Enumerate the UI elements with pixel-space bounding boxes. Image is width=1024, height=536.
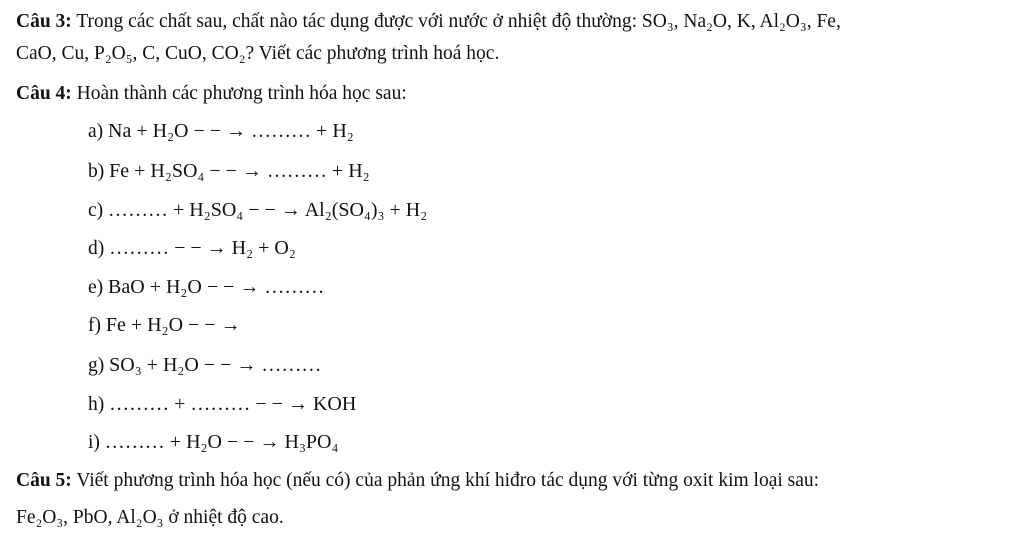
item-label: e) — [88, 277, 104, 298]
question-4-header — [16, 84, 407, 104]
item-label: f) — [88, 315, 101, 336]
question-4-label: Câu 4: — [16, 83, 72, 104]
equation-text: Na + H₂O − − → ……… + H₂ — [108, 120, 354, 142]
item-label: a) — [88, 121, 104, 142]
question-5-text-1: Viết phương trình hóa học (nếu có) của phản ứng khí hiđro tác dụng với từng oxit kim loại sau: — [76, 470, 820, 491]
question-3-label: Câu 3: — [16, 11, 72, 32]
equation-c — [88, 200, 427, 221]
item-label: i) — [88, 432, 100, 453]
equation-f — [88, 315, 241, 336]
equation-text: ……… + ……… − − → KOH — [109, 393, 357, 415]
question-3-line-2 — [16, 44, 499, 64]
equation-d — [88, 238, 296, 259]
equation-a — [88, 121, 354, 142]
equation-e — [88, 277, 324, 298]
equation-text: SO₃ + H₂O − − → ……… — [109, 354, 322, 376]
equation-g — [88, 355, 321, 376]
equation-text: ……… + H₂SO₄ − − → Al₂(SO₄)₃ + H₂ — [108, 199, 428, 221]
equation-i — [88, 432, 338, 453]
item-label: h) — [88, 394, 105, 415]
question-4-text: Hoàn thành các phương trình hóa học sau: — [76, 83, 407, 104]
equation-text: Fe + H₂O − − → — [105, 314, 241, 336]
equation-text: ……… + H₂O − − → H₃PO₄ — [104, 431, 339, 453]
question-3-text-1: Trong các chất sau, chất nào tác dụng được với nước ở nhiệt độ thường: SO₃, Na₂O, K, Al₂O₃, Fe, — [76, 11, 841, 32]
item-label: c) — [88, 200, 104, 221]
item-label: b) — [88, 161, 105, 182]
question-3-line-1 — [16, 12, 841, 32]
equation-b — [88, 161, 370, 182]
question-5-text-2: Fe₂O₃, PbO, Al₂O₃ ở nhiệt độ cao. — [16, 507, 284, 528]
question-3-text-2: CaO, Cu, P₂O₅, C, CuO, CO₂? Viết các phương trình hoá học. — [16, 43, 500, 64]
question-5-line-2 — [16, 508, 284, 528]
equation-text: ……… − − → H₂ + O₂ — [109, 237, 296, 259]
item-label: d) — [88, 238, 105, 259]
equation-text: Fe + H₂SO₄ − − → ……… + H₂ — [109, 160, 370, 182]
question-5-label: Câu 5: — [16, 470, 72, 491]
equation-text: BaO + H₂O − − → ……… — [108, 276, 325, 298]
item-label: g) — [88, 355, 105, 376]
equation-h — [88, 394, 356, 415]
question-5-line-1 — [16, 471, 819, 491]
